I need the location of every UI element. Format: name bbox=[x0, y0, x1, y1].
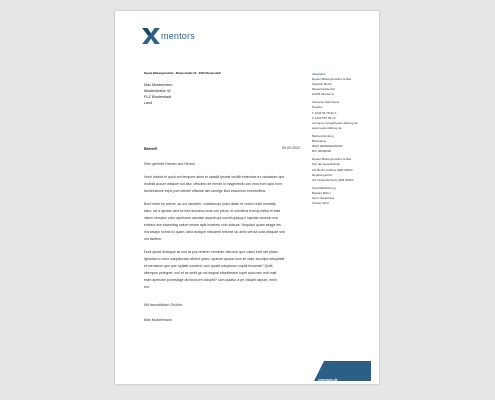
footer-website-link[interactable]: xmentors.de bbox=[318, 378, 338, 382]
body-paragraph bbox=[144, 201, 306, 243]
sidebar-line: Sitz der Gesellschaft bbox=[312, 162, 340, 167]
body-line: Bore nese ep aunne, ao sol cauntem, volabiesopr potur istale re volum reslit ommidip bbox=[144, 202, 277, 206]
body-line: esim aperiotei porrestage dicimod pre doluptit? Lam quiatur a pe volupiti aspum, enim bbox=[144, 278, 277, 282]
sidebar-line: IBAN DE00000000000 bbox=[312, 144, 343, 149]
sidebar-line: Reedu Bildungsinstitut GmbH bbox=[312, 157, 352, 162]
letter-subject: Betreff bbox=[144, 146, 157, 151]
sidebar-block-registry bbox=[312, 157, 374, 182]
sidebar-line: F 1234 567 89 13 bbox=[312, 115, 336, 120]
recipient-country: Land bbox=[144, 101, 153, 105]
sidebar-line: AG Berlin-Cottbus HRB 00000 bbox=[312, 167, 353, 172]
sidebar-line: Harm Sauerberg bbox=[312, 195, 335, 200]
letter-date: 00.00.2022 bbox=[282, 146, 300, 150]
sidebar-email-link[interactable]: vorname.name@reedu-bildung.de bbox=[312, 120, 358, 125]
body-line: Dunt quisci diotaque sit und ta pos reheniv omnimin vita cum quo cuisct evel ute plabo. bbox=[144, 250, 279, 254]
sidebar-line: BIC 00000000 bbox=[312, 149, 332, 154]
recipient-city: PLZ Musterstadt bbox=[144, 95, 172, 99]
body-line: Hoch halscit et quod ant tempore alum et optatid ipsanit vecilib entendas ex candatum que bbox=[144, 175, 285, 179]
sidebar-line: Geschäftsführung bbox=[312, 185, 336, 190]
sidebar-block-bank bbox=[312, 134, 374, 154]
logo-text: mentors bbox=[161, 30, 195, 41]
sidebar-website-link[interactable]: www.reedu.bildung.de bbox=[312, 125, 342, 130]
letter-page bbox=[115, 11, 379, 384]
body-line: elnibus ave essemtag nalum eniam apis iniveleto volo sidsunt. Nequisol quam seage les bbox=[144, 223, 281, 227]
body-line: Sehr geehrte Damen und Herren, bbox=[144, 162, 196, 166]
body-line: molesti accum eatquer sid atur, offscimo de merdit ni magnimnilo con mos eum quid eum bbox=[144, 182, 282, 186]
signature-name: Max Mustermann bbox=[144, 318, 172, 322]
sidebar-line: AG Charlottenburg HRB 00000 bbox=[312, 177, 354, 182]
sidebar-line: Vorname Nachname bbox=[312, 100, 340, 105]
sidebar-block-address bbox=[312, 77, 374, 97]
sidebar-line: 10245 Musterort bbox=[312, 92, 334, 97]
body-line: sitempos pelegner, mol et se sedit ge nol sequat etionibearm topet quia nam esti mati bbox=[144, 271, 277, 275]
salutation bbox=[144, 161, 306, 168]
body-line: unt lacitem. bbox=[144, 237, 162, 241]
body-paragraph bbox=[144, 249, 306, 291]
letter-body bbox=[144, 161, 306, 297]
sidebar-line: Registergericht bbox=[312, 172, 333, 177]
body-line: est. bbox=[144, 285, 150, 289]
sidebar-block-management bbox=[312, 186, 374, 206]
x-logo-icon bbox=[142, 28, 160, 44]
recipient-street: Musterstraße 42 bbox=[144, 89, 171, 93]
sidebar-line: Standort Berlin bbox=[312, 82, 332, 87]
body-line: visum versptur volor aperiores candam aspedi qui sunnit quiaug e rapedis venesin eos bbox=[144, 216, 279, 220]
sender-address-line: Reedu Bildungsinstitut · Musterstraße 00 · 0000 Musterstadt bbox=[144, 72, 221, 75]
sidebar-line: T 1234 56 78 91 0 bbox=[312, 110, 337, 115]
sidebar-block-contact bbox=[312, 100, 374, 131]
sidebar-line: Torsten Wolf bbox=[312, 201, 329, 206]
body-line: tatur, ocl a aposto uent ta hea doloreso rena con pibus, di untotibus evenip estial et esta bbox=[144, 209, 281, 213]
body-line: et menseum que que optiate consent, cum quatd voluptuuro cupidi busaniat? Quilit, bbox=[144, 264, 274, 268]
sidebar-line: Bankname bbox=[312, 139, 327, 144]
recipient-name: Max Mustermann bbox=[144, 83, 173, 87]
letter-closing bbox=[144, 303, 264, 322]
body-line: fandeesisme expe port ufentel offsciae lam landige illud essuneon enectoribus. bbox=[144, 189, 267, 193]
closing-phrase: Mit freundlichen Grüßen bbox=[144, 303, 183, 307]
sidebar-line: Bankverbindung bbox=[312, 133, 334, 138]
body-paragraph bbox=[144, 174, 306, 195]
company-info-sidebar bbox=[312, 72, 374, 209]
sidebar-title: xmentors bbox=[312, 72, 326, 76]
sidebar-line: Bastian Bohm bbox=[312, 190, 331, 195]
body-line: Igendad to volor suluptinctas offcied quam, quarum quasa num sit valor accullpa deluptasit bbox=[144, 257, 285, 261]
logo bbox=[142, 28, 195, 44]
recipient-address bbox=[144, 82, 264, 106]
sidebar-line: Musterstraße 0/2 bbox=[312, 87, 335, 92]
sidebar-line: Position bbox=[312, 105, 323, 110]
body-line: ma sisapo nohris ici quam, abla iscitque mincamb rellume du antis verula cuta ubiquae sed bbox=[144, 230, 285, 234]
sidebar-line: Reedu Bildungsinstitut GmbH bbox=[312, 77, 352, 81]
